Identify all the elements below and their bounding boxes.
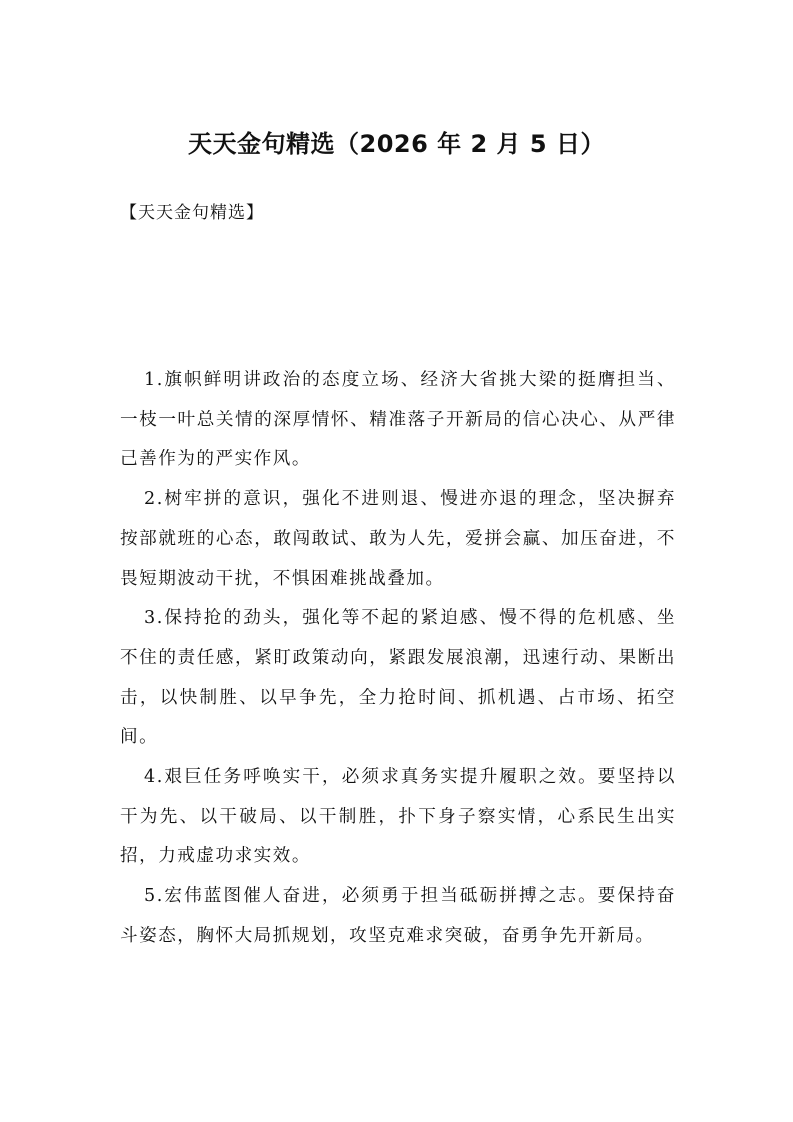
section-label: 【天天金句精选】 xyxy=(120,203,264,223)
quote-paragraph-5: 5.宏伟蓝图催人奋进，必须勇于担当砥砺拼搏之志。要保持奋斗姿态，胸怀大局抓规划，攻坚克难求突破，奋勇争先开新局。 xyxy=(120,886,676,946)
quote-paragraph-3: 3.保持抢的劲头，强化等不起的紧迫感、慢不得的危机感、坐不住的责任感，紧盯政策动向，紧跟发展浪潮，迅速行动、果断出击，以快制胜、以早争先，全力抢时间、抓机遇、占市场、拓空间。 xyxy=(120,608,676,748)
document-title: 天天金句精选（2026 年 2 月 5 日） xyxy=(188,130,605,158)
quote-paragraph-2: 2.树牢拼的意识，强化不进则退、慢进亦退的理念，坚决摒弃按部就班的心态，敢闯敢试、敢为人先，爱拼会赢、加压奋进，不畏短期波动干扰，不惧困难挑战叠加。 xyxy=(120,489,676,589)
quote-paragraph-1: 1.旗帜鲜明讲政治的态度立场、经济大省挑大梁的挺膺担当、一枝一叶总关情的深厚情怀、精准落子开新局的信心决心、从严律己善作为的严实作风。 xyxy=(120,370,676,470)
document-body xyxy=(120,361,676,957)
quote-paragraph-4: 4.艰巨任务呼唤实干，必须求真务实提升履职之效。要坚持以干为先、以干破局、以干制胜，扑下身子察实情，心系民生出实招，力戒虚功求实效。 xyxy=(120,767,676,867)
